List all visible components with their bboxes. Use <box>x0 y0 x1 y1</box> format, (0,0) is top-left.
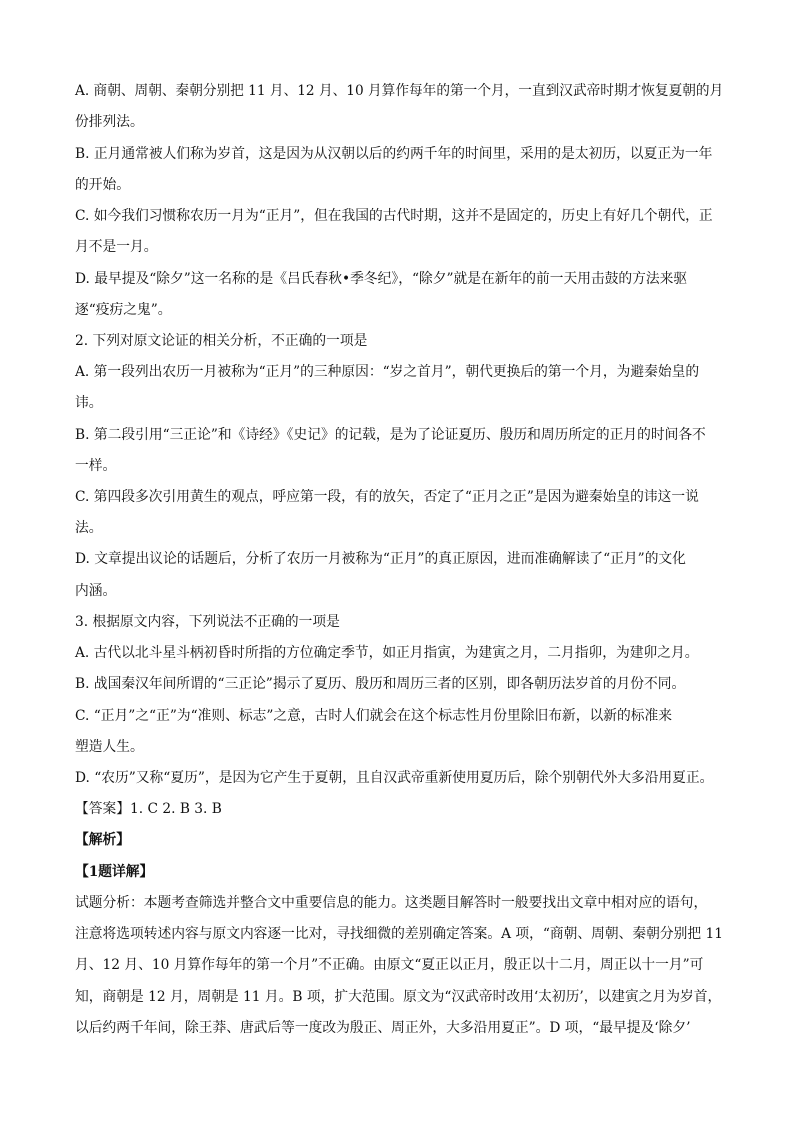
paragraph-line: D. 文章提出议论的话题后，分析了农历一月被称为“正月”的真正原因，进而准确解读了“正月”的文化 <box>75 551 686 567</box>
paragraph-line: 份排列法。 <box>75 114 144 130</box>
paragraph-line: 以后约两千年间，除王莽、唐武后等一度改为殷正、周正外，大多沿用夏正”。D 项，“最早提及‘除夕’ <box>75 1020 691 1036</box>
paragraph-line: B. 第二段引用“三正论”和《诗经》《史记》的记载，是为了论证夏历、殷历和周历所定的正月的时间各不 <box>75 427 706 443</box>
question-heading: 2. 下列对原文论证的相关分析，不正确的一项是 <box>75 333 368 349</box>
paragraph-line: A. 古代以北斗星斗柄初昏时所指的方位确定季节，如正月指寅，为建寅之月，二月指卯，为建卯之月。 <box>75 645 699 661</box>
analysis-heading: 【解析】 <box>75 832 130 848</box>
paragraph-line: D. “农历”又称“夏历”，是因为它产生于夏朝，且自汉武帝重新使用夏历后，除个别朝代外大多沿用夏正。 <box>75 770 714 786</box>
paragraph-line: D. 最早提及“除夕”这一名称的是《吕氏春秋•季冬纪》，“除夕”就是在新年的前一天用击鼓的方法来驱 <box>75 271 688 287</box>
paragraph-line: 内涵。 <box>75 583 117 599</box>
paragraph-line: C. 第四段多次引用黄生的观点，呼应第一段，有的放矢，否定了“正月之正”是因为避秦始皇的讳这一说 <box>75 489 699 505</box>
paragraph-line: C. “正月”之“正”为“准则、标志”之意，古时人们就会在这个标志性月份里除旧布新，以新的标准来 <box>75 708 672 724</box>
paragraph-line: 知，商朝是 12 月，周朝是 11 月。B 项，扩大范围。原文为“汉武帝时改用‘太初历’，以建寅之月为岁首， <box>75 989 722 1005</box>
paragraph-line: 月不是一月。 <box>75 239 158 255</box>
paragraph-line: B. 战国秦汉年间所谓的“三正论”揭示了夏历、殷历和周历三者的区别，即各朝历法岁首的月份不同。 <box>75 676 686 692</box>
paragraph-line: 讳。 <box>75 395 103 411</box>
paragraph-line: B. 正月通常被人们称为岁首，这是因为从汉朝以后的约两千年的时间里，采用的是太初历，以夏正为一年 <box>75 146 713 162</box>
paragraph-line: 试题分析：本题考查筛选并整合文中重要信息的能力。这类题目解答时一般要找出文章中相对应的语句， <box>75 895 708 911</box>
paragraph-line: 法。 <box>75 520 103 536</box>
paragraph-line: 逐“疫疠之鬼”。 <box>75 302 172 318</box>
question-heading: 3. 根据原文内容，下列说法不正确的一项是 <box>75 614 340 630</box>
answer-line: 【答案】1. C 2. B 3. B <box>75 801 222 817</box>
paragraph-line: 一样。 <box>75 458 117 474</box>
paragraph-line: 的开始。 <box>75 177 130 193</box>
paragraph-line: C. 如今我们习惯称农历一月为“正月”，但在我国的古代时期，这并不是固定的，历史上有好几个朝代，正 <box>75 208 713 224</box>
paragraph-line: 注意将选项转述内容与原文内容逐一比对，寻找细微的差别确定答案。A 项，“商朝、周朝、秦朝分别把 11 <box>75 926 723 942</box>
paragraph-line: 塑造人生。 <box>75 739 144 755</box>
paragraph-line: A. 商朝、周朝、秦朝分别把 11 月、12 月、10 月算作每年的第一个月，一直到汉武帝时期才恢复夏朝的月 <box>75 83 724 99</box>
paragraph-line: A. 第一段列出农历一月被称为“正月”的三种原因：“岁之首月”，朝代更换后的第一个月，为避秦始皇的 <box>75 364 700 380</box>
detail-heading: 【1题详解】 <box>75 864 154 880</box>
paragraph-line: 月、12 月、10 月算作每年的第一个月”不正确。由原文“夏正以正月，殷正以十二月，周正以十一月”可 <box>75 957 704 973</box>
